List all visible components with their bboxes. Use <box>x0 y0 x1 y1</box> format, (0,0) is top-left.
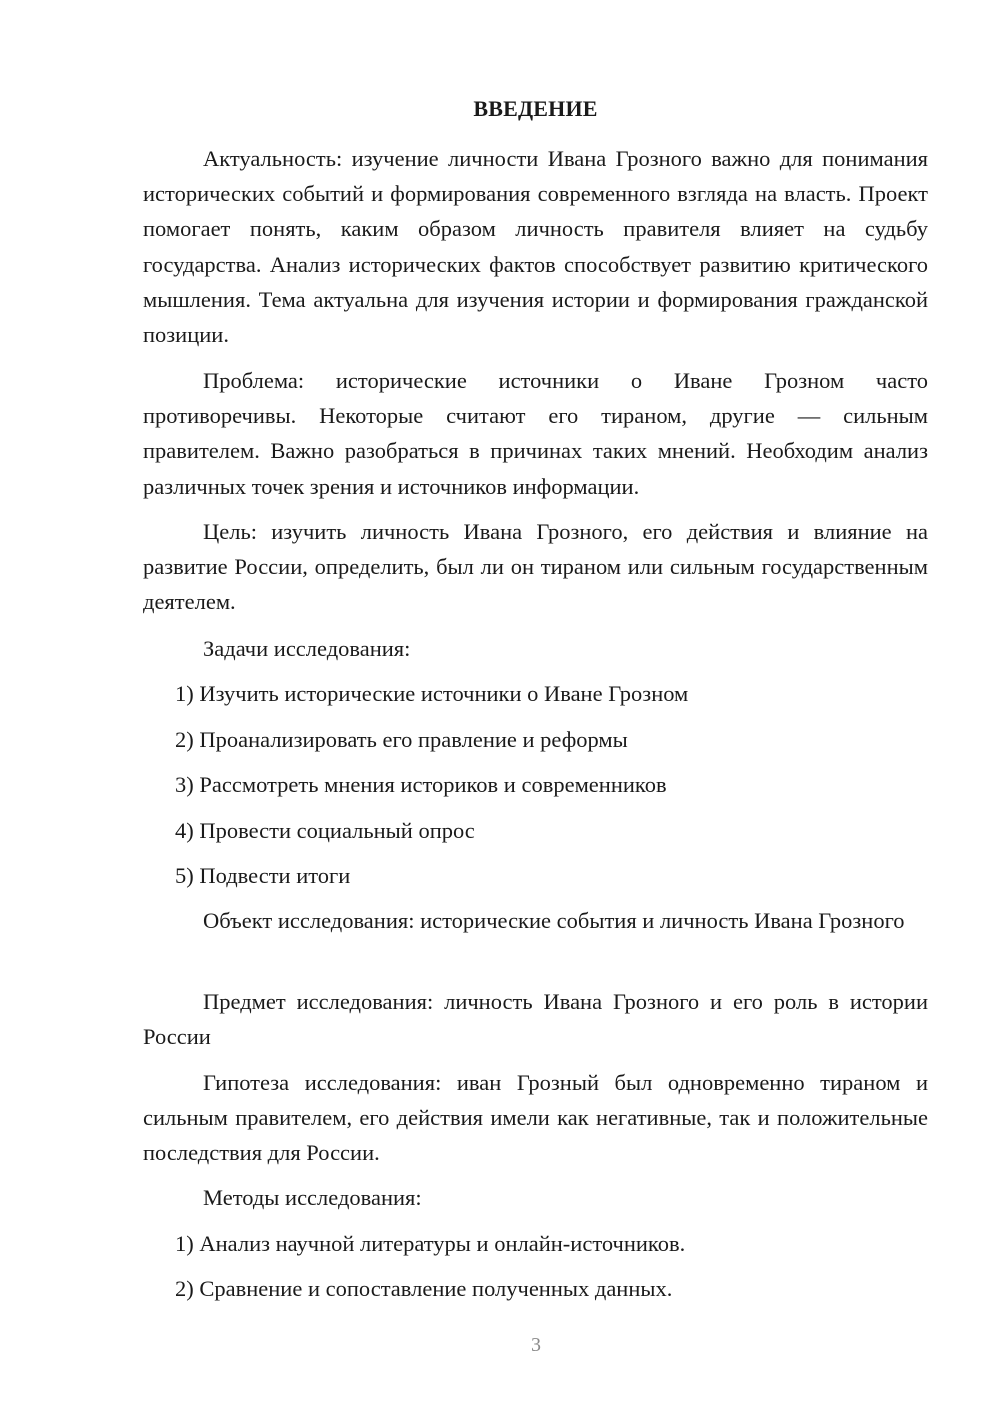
problem-paragraph: Проблема: исторические источники о Иване Грозном часто противоречивы. Некоторые считают его тираном, другие — сильным правителем. Важно разобраться в причинах таких мнений. Необходим анализ различных точек зрения и источников информации. <box>143 368 928 499</box>
hypothesis-paragraph: Гипотеза исследования: иван Грозный был одновременно тираном и сильным правителем, его действия имели как негативные, так и положительные последствия для России. <box>143 1070 928 1166</box>
object-paragraph: Объект исследования: исторические события и личность Ивана Грозного <box>203 908 905 933</box>
task-item: 3) Рассмотреть мнения историков и современников <box>175 772 667 797</box>
page-title: ВВЕДЕНИЕ <box>473 96 598 121</box>
method-item: 1) Анализ научной литературы и онлайн-источников. <box>175 1231 686 1256</box>
task-item: 5) Подвести итоги <box>175 863 351 888</box>
tasks-heading: Задачи исследования: <box>203 636 411 661</box>
goal-paragraph: Цель: изучить личность Ивана Грозного, его действия и влияние на развитие России, определить, был ли он тираном или сильным государственным деятелем. <box>143 519 928 615</box>
task-item: 4) Провести социальный опрос <box>175 818 475 843</box>
method-item: 2) Сравнение и сопоставление полученных данных. <box>175 1276 673 1301</box>
task-item: 1) Изучить исторические источники о Иване Грозном <box>175 681 689 706</box>
subject-paragraph: Предмет исследования: личность Ивана Грозного и его роль в истории России <box>143 989 928 1050</box>
page-number: 3 <box>531 1334 541 1356</box>
task-item: 2) Проанализировать его правление и реформы <box>175 727 628 752</box>
relevance-paragraph: Актуальность: изучение личности Ивана Грозного важно для понимания исторических событий и формирования современного взгляда на власть. Проект помогает понять, каким образом личность правителя влияет на судьбу государства. Анализ исторических фактов способствует развитию критического мышления. Тема актуальна для изучения истории и формирования гражданской позиции. <box>143 146 928 348</box>
methods-heading: Методы исследования: <box>203 1185 422 1210</box>
